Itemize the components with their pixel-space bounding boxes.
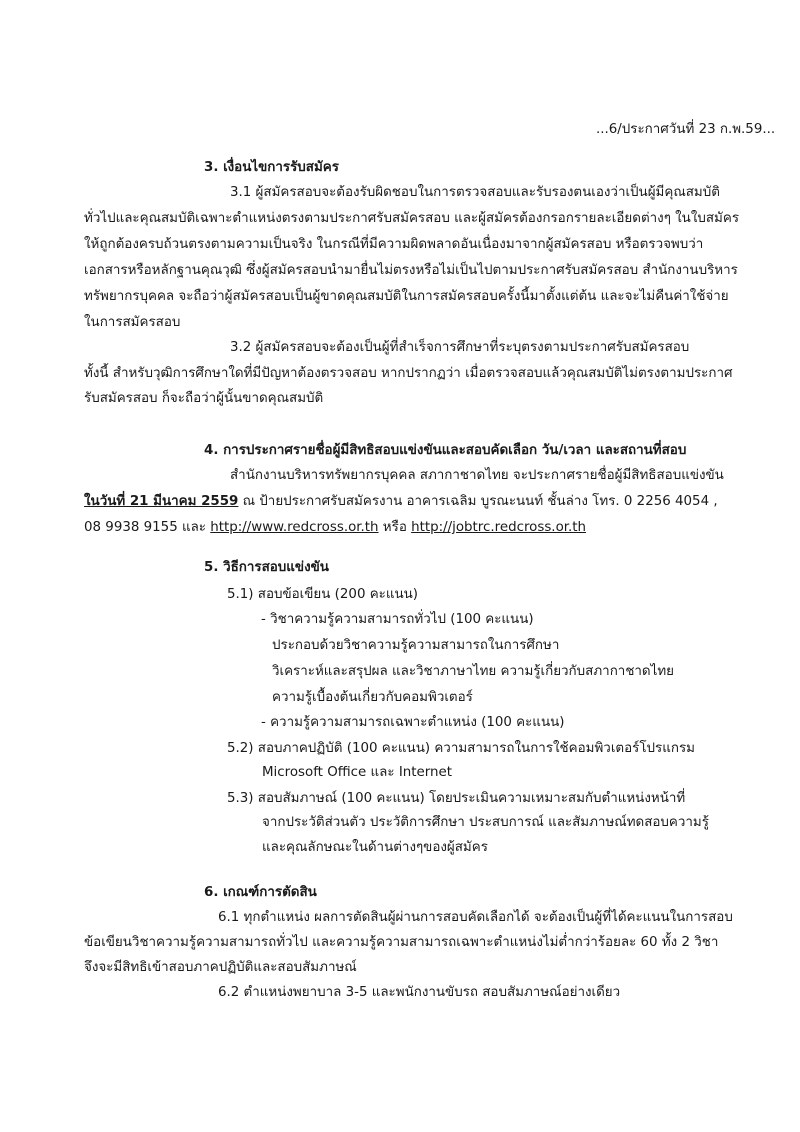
header-reference: ...6/ประกาศวันที่ 23 ก.พ.59... [596,122,776,137]
jobtrc-website-link[interactable]: http://jobtrc.redcross.or.th [411,520,587,535]
announcement-date: ในวันที่ 21 มีนาคม 2559 [84,494,239,509]
s5-item-5-1-sub: - วิชาความรู้ความสามารถทั่วไป (100 คะแนน) [261,612,534,627]
redcross-website-link[interactable]: http://www.redcross.or.th [210,520,379,535]
s6-p1-line: ข้อเขียนวิชาความรู้ความสามารถทั่วไป และความรู้ความสามารถเฉพาะตำแหน่งไม่ต่ำกว่าร้อยละ 60 ทั้ง 2 วิชา [84,935,719,950]
s5-item-5-1-sub: วิเคราะห์และสรุปผล และวิชาภาษาไทย ความรู้เกี่ยวกับสภากาชาดไทย [272,664,675,679]
s3-p1-line: ทั่วไปและคุณสมบัติเฉพาะตำแหน่งตรงตามประกาศรับสมัครสอบ และผู้สมัครต้องกรอกรายละเอียดต่างๆ ในใบสมัคร [84,211,740,226]
s3-p1-line: ให้ถูกต้องครบถ้วนตรงตามความเป็นจริง ในกรณีที่มีความผิดพลาดอันเนื่องมาจากผู้สมัครสอบ หรือตรวจพบว่า [84,237,704,252]
s5-item-5-2: 5.2) สอบภาคปฏิบัติ (100 คะแนน) ความสามารถในการใช้คอมพิวเตอร์โปรแกรม [227,741,695,756]
s4-line-3 [84,518,586,538]
s3-p1-line: ในการสมัครสอบ [84,315,181,330]
s3-p1-line: ทรัพยากรบุคคล จะถือว่าผู้สมัครสอบเป็นผู้ขาดคุณสมบัติในการสมัครสอบครั้งนี้มาตั้งแต่ต้น และจะไม่คืนค่าใช้จ่าย [84,289,729,304]
s3-p1-line: 3.1 ผู้สมัครสอบจะต้องรับผิดชอบในการตรวจสอบและรับรองตนเองว่าเป็นผู้มีคุณสมบัติ [230,185,720,200]
s4-line-2 [84,492,718,512]
announcement-location: ณ ป้ายประกาศรับสมัครงาน อาคารเฉลิม บูรณะนนท์ ชั้นล่าง โทร. 0 2256 4054 , [238,494,718,509]
s5-item-5-3: 5.3) สอบสัมภาษณ์ (100 คะแนน) โดยประเมินความเหมาะสมกับตำแหน่งหน้าที่ [227,791,686,806]
s3-p2-line: รับสมัครสอบ ก็จะถือว่าผู้นั้นขาดคุณสมบัติ [84,391,324,406]
contact-phone: 08 9938 9155 และ [84,520,211,535]
s6-p2-line: 6.2 ตำแหน่งพยาบาล 3-5 และพนักงานขับรถ สอบสัมภาษณ์อย่างเดียว [218,985,621,1000]
section-5-heading: 5. วิธีการสอบแข่งขัน [204,560,329,575]
s5-item-5-2-cont: Microsoft Office และ Internet [262,765,452,780]
s6-p1-line: 6.1 ทุกตำแหน่ง ผลการตัดสินผู้ผ่านการสอบคัดเลือกได้ จะต้องเป็นผู้ที่ได้คะแนนในการสอบ [218,910,733,925]
s3-p2-line: ทั้งนี้ สำหรับวุฒิการศึกษาใดที่มีปัญหาต้องตรวจสอบ หากปรากฏว่า เมื่อตรวจสอบแล้วคุณสมบัติไม่ตรงตามประกาศ [84,366,733,381]
s5-item-5-1: 5.1) สอบข้อเขียน (200 คะแนน) [227,587,419,602]
section-6-heading: 6. เกณฑ์การตัดสิน [204,885,317,900]
s5-item-5-1-sub: ความรู้เบื้องต้นเกี่ยวกับคอมพิวเตอร์ [272,690,473,705]
section-3-heading: 3. เงื่อนไขการรับสมัคร [204,160,339,175]
or-text: หรือ [378,520,412,535]
s5-item-5-3-cont: จากประวัติส่วนตัว ประวัติการศึกษา ประสบการณ์ และสัมภาษณ์ทดสอบความรู้ [262,815,709,830]
s3-p1-line: เอกสารหรือหลักฐานคุณวุฒิ ซึ่งผู้สมัครสอบนำมายื่นไม่ตรงหรือไม่เป็นไปตามประกาศรับสมัครสอบ สำนักงานบริหาร [84,263,738,278]
s3-p2-line: 3.2 ผู้สมัครสอบจะต้องเป็นผู้ที่สำเร็จการศึกษาที่ระบุตรงตามประกาศรับสมัครสอบ [230,340,690,355]
s5-item-5-1-sub: - ความรู้ความสามารถเฉพาะตำแหน่ง (100 คะแนน) [261,715,565,730]
s5-item-5-3-cont: และคุณลักษณะในด้านต่างๆของผู้สมัคร [262,840,488,855]
section-4-heading: 4. การประกาศรายชื่อผู้มีสิทธิสอบแข่งขันและสอบคัดเลือก วัน/เวลา และสถานที่สอบ [204,443,687,458]
s5-item-5-1-sub: ประกอบด้วยวิชาความรู้ความสามารถในการศึกษา [272,638,560,653]
s4-line-1: สำนักงานบริหารทรัพยากรบุคคล สภากาชาดไทย จะประกาศรายชื่อผู้มีสิทธิสอบแข่งขัน [230,468,724,483]
s6-p1-line: จึงจะมีสิทธิเข้าสอบภาคปฏิบัติและสอบสัมภาษณ์ [84,960,357,975]
